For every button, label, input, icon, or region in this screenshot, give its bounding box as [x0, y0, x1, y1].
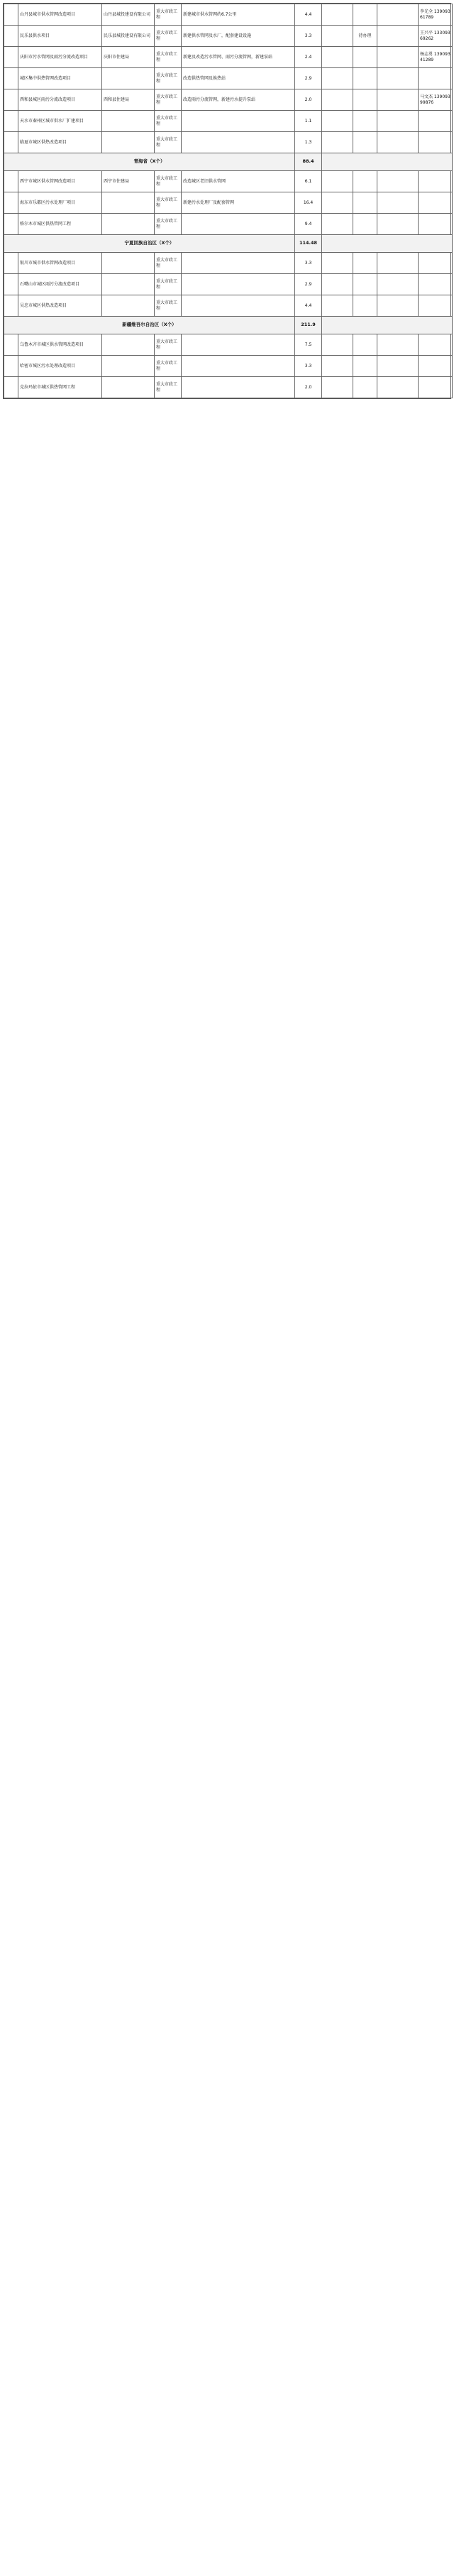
project-type: 重大市政工程	[155, 171, 182, 192]
construction-content	[182, 274, 295, 295]
status	[353, 47, 377, 68]
table-row	[4, 334, 453, 356]
investment-amount: 3.3	[295, 356, 322, 377]
status	[353, 132, 377, 153]
section-blank	[322, 317, 453, 334]
construction-content: 改造城区老旧供水管网	[182, 171, 295, 192]
project-type: 重大市政工程	[155, 356, 182, 377]
project-name: 城区集中供热管网改造项目	[18, 68, 102, 89]
status	[353, 68, 377, 89]
status	[353, 253, 377, 274]
contact	[419, 132, 453, 153]
department	[377, 26, 419, 47]
section-name: 宁夏回族自治区（X个）	[4, 235, 295, 253]
status	[353, 171, 377, 192]
table-row	[4, 356, 453, 377]
construction-content	[182, 111, 295, 132]
time	[322, 132, 353, 153]
investment-amount: 3.3	[295, 253, 322, 274]
row-number	[4, 89, 18, 111]
contact	[419, 274, 453, 295]
status	[353, 192, 377, 214]
project-type: 重大市政工程	[155, 132, 182, 153]
status	[353, 356, 377, 377]
project-name: 银川市城市供水管网改造项目	[18, 253, 102, 274]
table-row	[4, 26, 453, 47]
contact	[419, 111, 453, 132]
section-name: 新疆维吾尔自治区（X个）	[4, 317, 295, 334]
investment-amount: 6.1	[295, 171, 322, 192]
row-number	[4, 4, 18, 26]
department	[377, 295, 419, 317]
section-total-investment: 211.9	[295, 317, 322, 334]
table-row	[4, 295, 453, 317]
project-name: 海东市乐都区污水处理厂项目	[18, 192, 102, 214]
time	[322, 111, 353, 132]
department	[377, 89, 419, 111]
investment-amount: 1.3	[295, 132, 322, 153]
table-row	[4, 171, 453, 192]
status	[353, 4, 377, 26]
owner-unit: 山丹县城投建设有限公司	[102, 4, 155, 26]
status	[353, 274, 377, 295]
project-type: 重大市政工程	[155, 68, 182, 89]
construction-content: 改造供热管网及换热站	[182, 68, 295, 89]
section-header-row	[4, 235, 453, 253]
table-row	[4, 274, 453, 295]
project-name: 民乐县供水项目	[18, 26, 102, 47]
project-type: 重大市政工程	[155, 26, 182, 47]
construction-content	[182, 132, 295, 153]
row-number	[4, 68, 18, 89]
row-number	[4, 47, 18, 68]
section-total-investment: 88.4	[295, 153, 322, 171]
owner-unit	[102, 214, 155, 235]
construction-content	[182, 377, 295, 398]
project-name: 吴忠市城区供热改造项目	[18, 295, 102, 317]
time	[322, 334, 353, 356]
owner-unit: 西和县住建局	[102, 89, 155, 111]
row-number	[4, 132, 18, 153]
owner-unit	[102, 356, 155, 377]
section-name: 青海省（X个）	[4, 153, 295, 171]
status	[353, 111, 377, 132]
project-type: 重大市政工程	[155, 377, 182, 398]
table-row	[4, 47, 453, 68]
status	[353, 295, 377, 317]
contact: 马文杰 13909399876	[419, 89, 453, 111]
contact	[419, 356, 453, 377]
owner-unit: 庆阳市住建局	[102, 47, 155, 68]
project-type: 重大市政工程	[155, 274, 182, 295]
row-number	[4, 214, 18, 235]
row-number	[4, 192, 18, 214]
department	[377, 171, 419, 192]
table-row	[4, 253, 453, 274]
contact	[419, 171, 453, 192]
department	[377, 377, 419, 398]
investment-amount: 2.9	[295, 274, 322, 295]
project-name: 西宁市城区供水管网改造项目	[18, 171, 102, 192]
contact	[419, 253, 453, 274]
project-table-body	[4, 4, 453, 398]
department	[377, 214, 419, 235]
construction-content	[182, 295, 295, 317]
owner-unit: 西宁市住建局	[102, 171, 155, 192]
department	[377, 253, 419, 274]
section-blank	[322, 153, 453, 171]
table-row	[4, 132, 453, 153]
section-total-investment: 114.48	[295, 235, 322, 253]
project-type: 重大市政工程	[155, 295, 182, 317]
table-row	[4, 89, 453, 111]
contact	[419, 68, 453, 89]
project-type: 重大市政工程	[155, 4, 182, 26]
time	[322, 192, 353, 214]
row-number	[4, 253, 18, 274]
section-blank	[322, 235, 453, 253]
owner-unit	[102, 68, 155, 89]
department	[377, 356, 419, 377]
construction-content	[182, 356, 295, 377]
table-row	[4, 214, 453, 235]
investment-amount: 16.4	[295, 192, 322, 214]
status: 待办理	[353, 26, 377, 47]
time	[322, 377, 353, 398]
owner-unit	[102, 274, 155, 295]
construction-content: 新建供水管网及水厂，配套建设设施	[182, 26, 295, 47]
project-type: 重大市政工程	[155, 111, 182, 132]
project-name: 格尔木市城区供热管网工程	[18, 214, 102, 235]
time	[322, 26, 353, 47]
project-name: 哈密市城区污水处理改造项目	[18, 356, 102, 377]
contact	[419, 295, 453, 317]
status	[353, 214, 377, 235]
project-type: 重大市政工程	[155, 214, 182, 235]
time	[322, 171, 353, 192]
table-row	[4, 111, 453, 132]
project-type: 重大市政工程	[155, 192, 182, 214]
investment-amount: 9.4	[295, 214, 322, 235]
time	[322, 214, 353, 235]
investment-amount: 2.0	[295, 89, 322, 111]
investment-amount: 7.5	[295, 334, 322, 356]
time	[322, 295, 353, 317]
construction-content: 新建城市供水管网约6.7公里	[182, 4, 295, 26]
project-type: 重大市政工程	[155, 334, 182, 356]
row-number	[4, 356, 18, 377]
investment-amount: 2.4	[295, 47, 322, 68]
contact	[419, 377, 453, 398]
contact: 王兴平 13309369262	[419, 26, 453, 47]
table-row	[4, 377, 453, 398]
construction-content	[182, 253, 295, 274]
table-row	[4, 192, 453, 214]
section-header-row	[4, 317, 453, 334]
row-number	[4, 377, 18, 398]
department	[377, 192, 419, 214]
project-name: 临夏市城区供热改造项目	[18, 132, 102, 153]
row-number	[4, 334, 18, 356]
table-row	[4, 4, 453, 26]
status	[353, 377, 377, 398]
owner-unit	[102, 295, 155, 317]
time	[322, 68, 353, 89]
contact	[419, 192, 453, 214]
section-header-row	[4, 153, 453, 171]
investment-amount: 1.1	[295, 111, 322, 132]
project-name: 庆阳市污水管网及雨污分流改造项目	[18, 47, 102, 68]
row-number	[4, 111, 18, 132]
project-table	[4, 4, 453, 398]
time	[322, 4, 353, 26]
contact	[419, 214, 453, 235]
project-name: 乌鲁木齐市城区供水管网改造项目	[18, 334, 102, 356]
project-name: 天水市秦州区城市供水厂扩建项目	[18, 111, 102, 132]
department	[377, 47, 419, 68]
time	[322, 356, 353, 377]
construction-content: 改造雨污分流管网，新建污水提升泵站	[182, 89, 295, 111]
project-type: 重大市政工程	[155, 89, 182, 111]
owner-unit	[102, 253, 155, 274]
department	[377, 132, 419, 153]
owner-unit	[102, 132, 155, 153]
contact: 李光全 13909361789	[419, 4, 453, 26]
department	[377, 68, 419, 89]
construction-content: 新建污水处理厂及配套管网	[182, 192, 295, 214]
project-name: 山丹县城市供水管网改造项目	[18, 4, 102, 26]
department	[377, 4, 419, 26]
department	[377, 274, 419, 295]
project-type: 重大市政工程	[155, 253, 182, 274]
row-number	[4, 274, 18, 295]
owner-unit	[102, 334, 155, 356]
investment-amount: 4.4	[295, 295, 322, 317]
contact	[419, 334, 453, 356]
row-number	[4, 295, 18, 317]
status	[353, 334, 377, 356]
owner-unit: 民乐县城投建设有限公司	[102, 26, 155, 47]
project-name: 西和县城区雨污分流改造项目	[18, 89, 102, 111]
investment-amount: 3.3	[295, 26, 322, 47]
project-type: 重大市政工程	[155, 47, 182, 68]
construction-content	[182, 334, 295, 356]
time	[322, 274, 353, 295]
investment-amount: 2.9	[295, 68, 322, 89]
time	[322, 89, 353, 111]
construction-content: 新建及改造污水管网、雨污分流管网，新建泵站	[182, 47, 295, 68]
department	[377, 111, 419, 132]
project-name: 克拉玛依市城区供热管网工程	[18, 377, 102, 398]
owner-unit	[102, 377, 155, 398]
investment-amount: 2.0	[295, 377, 322, 398]
investment-amount: 4.4	[295, 4, 322, 26]
project-list-sheet	[3, 3, 451, 399]
table-row	[4, 68, 453, 89]
project-name: 石嘴山市城区雨污分流改造项目	[18, 274, 102, 295]
construction-content	[182, 214, 295, 235]
time	[322, 47, 353, 68]
status	[353, 89, 377, 111]
department	[377, 334, 419, 356]
row-number	[4, 26, 18, 47]
row-number	[4, 171, 18, 192]
owner-unit	[102, 192, 155, 214]
contact: 杨志勇 13909341289	[419, 47, 453, 68]
owner-unit	[102, 111, 155, 132]
time	[322, 253, 353, 274]
